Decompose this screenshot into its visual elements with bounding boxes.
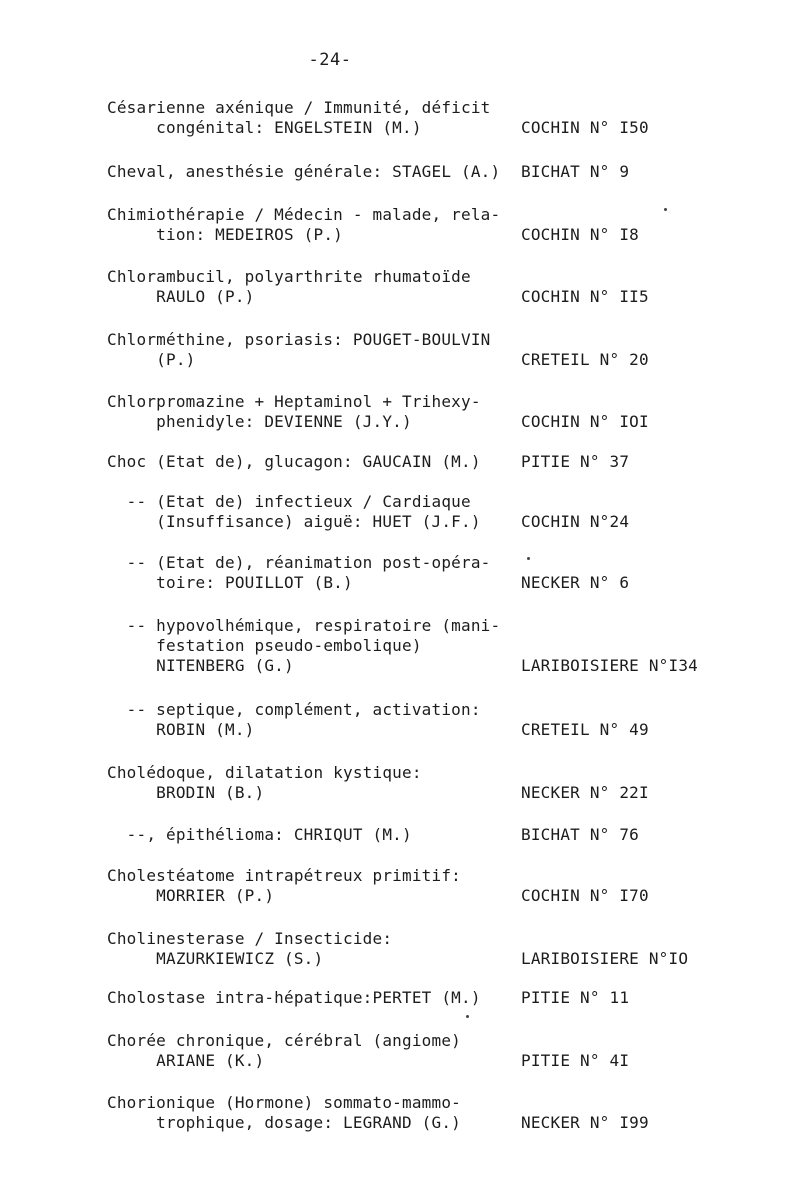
entry-text-line: RAULO (P.) <box>107 287 255 306</box>
entry-text-line: -- septique, complément, activation: <box>107 700 481 719</box>
entry-text-line: NITENBERG (G.) <box>107 656 294 675</box>
entry-reference: COCHIN N° I70 <box>521 886 649 905</box>
entry-text-line: Cholostase intra-hépatique:PERTET (M.) <box>107 988 481 1007</box>
entry-text-line: -- (Etat de), réanimation post-opéra- <box>107 553 491 572</box>
entry-reference: BICHAT N° 9 <box>521 162 630 181</box>
entry-text-line: trophique, dosage: LEGRAND (G.) <box>107 1113 461 1132</box>
entry-text-line: Cholinesterase / Insecticide: <box>107 929 393 948</box>
entry-reference: LARIBOISIERE N°IO <box>521 949 689 968</box>
entry-reference: NECKER N° 22I <box>521 783 649 802</box>
entry-text-line: MORRIER (P.) <box>107 886 275 905</box>
entry-text-line: ARIANE (K.) <box>107 1051 265 1070</box>
entry-reference: PITIE N° 37 <box>521 452 630 471</box>
entry-text-line: -- hypovolhémique, respiratoire (mani- <box>107 616 501 635</box>
entry-reference: CRETEIL N° 49 <box>521 720 649 739</box>
entry-reference: LARIBOISIERE N°I34 <box>521 656 698 675</box>
scan-speck <box>664 208 667 211</box>
entry-text-line: Chlorambucil, polyarthrite rhumatoïde <box>107 267 471 286</box>
entry-text-line: tion: MEDEIROS (P.) <box>107 225 343 244</box>
entry-text-line: MAZURKIEWICZ (S.) <box>107 949 324 968</box>
entry-text-line: (Insuffisance) aiguë: HUET (J.F.) <box>107 512 481 531</box>
entry-reference: COCHIN N° IOI <box>521 412 649 431</box>
entry-text-line: congénital: ENGELSTEIN (M.) <box>107 118 422 137</box>
entry-text-line: Cheval, anesthésie générale: STAGEL (A.) <box>107 162 501 181</box>
scan-speck <box>466 1015 469 1018</box>
entry-text-line: ROBIN (M.) <box>107 720 255 739</box>
entry-reference: NECKER N° I99 <box>521 1113 649 1132</box>
entry-reference: COCHIN N° I8 <box>521 225 639 244</box>
entry-text-line: toire: POUILLOT (B.) <box>107 573 353 592</box>
scan-speck <box>527 557 530 560</box>
entry-text-line: festation pseudo-embolique) <box>107 636 422 655</box>
entry-reference: PITIE N° 11 <box>521 988 630 1007</box>
entry-text-line: Chlorméthine, psoriasis: POUGET-BOULVIN <box>107 330 491 349</box>
entry-reference: COCHIN N° II5 <box>521 287 649 306</box>
entry-reference: BICHAT N° 76 <box>521 825 639 844</box>
entry-text-line: Chimiothérapie / Médecin - malade, rela- <box>107 205 501 224</box>
entry-text-line: (P.) <box>107 350 196 369</box>
entry-text-line: Chorionique (Hormone) sommato-mammo- <box>107 1093 461 1112</box>
entry-reference: NECKER N° 6 <box>521 573 630 592</box>
entry-text-line: BRODIN (B.) <box>107 783 265 802</box>
entry-text-line: Chorée chronique, cérébral (angiome) <box>107 1031 461 1050</box>
entry-reference: PITIE N° 4I <box>521 1051 630 1070</box>
entry-text-line: phenidyle: DEVIENNE (J.Y.) <box>107 412 412 431</box>
entry-text-line: Cholédoque, dilatation kystique: <box>107 763 422 782</box>
entry-text-line: Chlorpromazine + Heptaminol + Trihexy- <box>107 392 481 411</box>
entry-text-line: Cholestéatome intrapétreux primitif: <box>107 866 461 885</box>
page-number: -24- <box>308 50 352 70</box>
entry-text-line: --, épithélioma: CHRIQUT (M.) <box>107 825 412 844</box>
entry-reference: COCHIN N° I50 <box>521 118 649 137</box>
entry-reference: COCHIN N°24 <box>521 512 630 531</box>
entry-reference: CRETEIL N° 20 <box>521 350 649 369</box>
entry-text-line: -- (Etat de) infectieux / Cardiaque <box>107 492 471 511</box>
entry-text-line: Césarienne axénique / Immunité, déficit <box>107 98 491 117</box>
entry-text-line: Choc (Etat de), glucagon: GAUCAIN (M.) <box>107 452 481 471</box>
